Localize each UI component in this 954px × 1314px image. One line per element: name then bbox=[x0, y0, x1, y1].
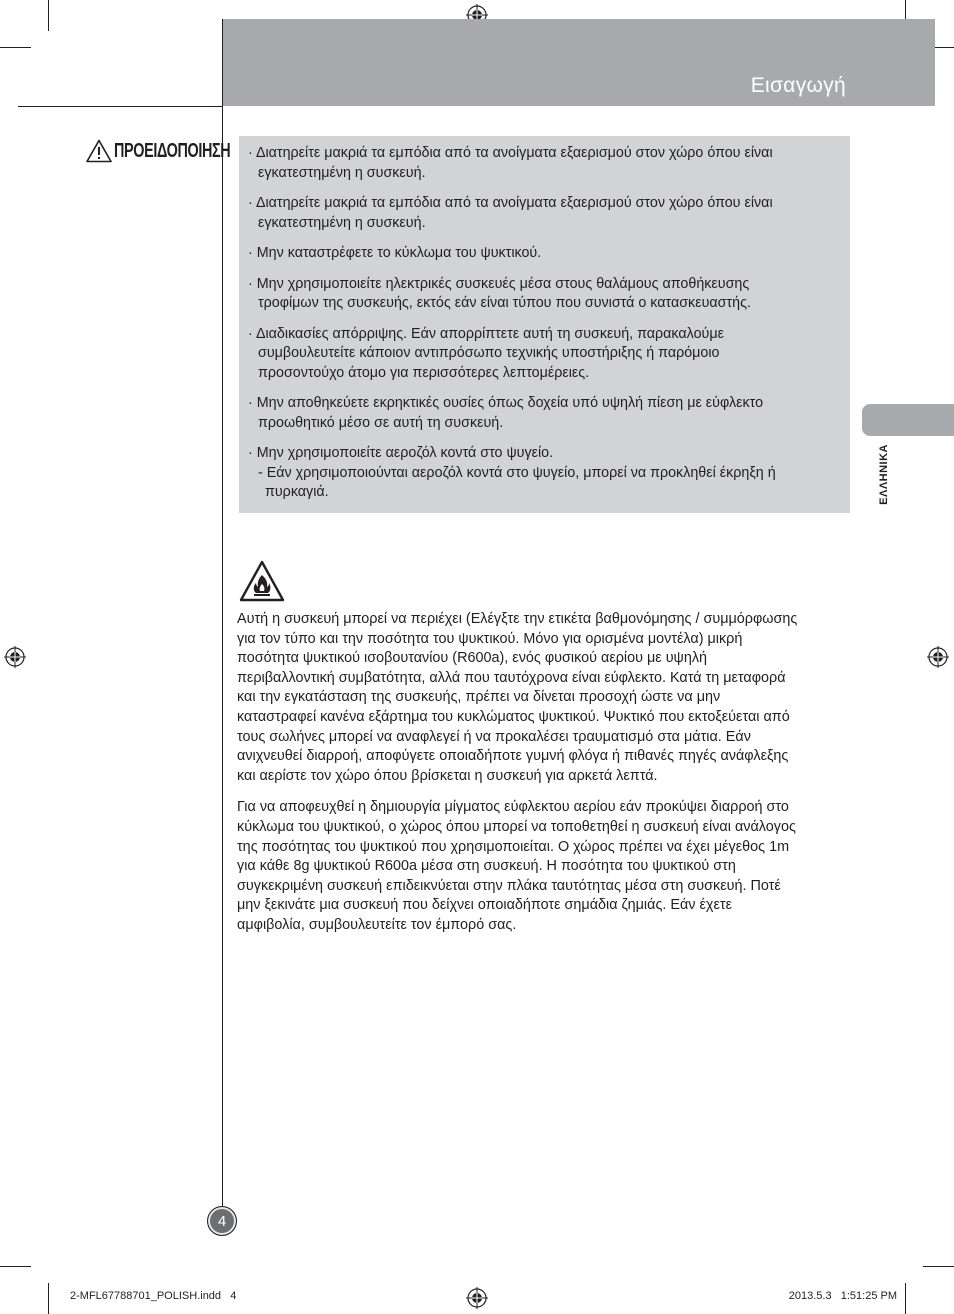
warning-item bbox=[248, 394, 838, 433]
text-line: συγκεκριμένη συσκευή επιδεικνύεται στην πλάκα ταυτότητας μέσα στη συσκευή. Ποτέ bbox=[237, 877, 781, 894]
crop-mark bbox=[0, 1266, 31, 1267]
warning-subitem-line: - Εάν χρησιμοποιούνται αεροζόλ κοντά στο ψυγείο, μπορεί να προκληθεί έκρηξη ή bbox=[258, 464, 776, 481]
warning-item-line: · Διατηρείτε μακριά τα εμπόδια από τα ανοίγματα εξαερισμού στον χώρο όπου είναι bbox=[248, 145, 773, 161]
text-line: Αυτή η συσκευή μπορεί να περιέχει (Ελέγξτε την ετικέτα βαθμονόμησης / συμμόρφωσης bbox=[237, 611, 798, 627]
footer-filename: 2-MFL67788701_POLISH.indd 4 bbox=[70, 1290, 237, 1302]
header-rule bbox=[18, 106, 222, 107]
crop-mark bbox=[0, 47, 31, 48]
registration-mark-icon bbox=[466, 1287, 488, 1309]
warning-item-line: · Μην χρησιμοποιείτε αεροζόλ κοντά στο ψυγείο. bbox=[248, 445, 554, 461]
warning-item-line: · Διαδικασίες απόρριψης. Εάν απορρίπτετε αυτή τη συσκευή, παρακαλούμε bbox=[248, 325, 724, 342]
warning-item-line: · Μην αποθηκεύετε εκρηκτικές ουσίες όπως δοχεία υπό υψηλή πίεση με εύφλεκτο bbox=[248, 395, 764, 411]
text-line: για κάθε 8g ψυκτικού R600a μέσα στη συσκευή. Η ποσότητα του ψυκτικού στη bbox=[237, 858, 736, 875]
registration-mark-icon bbox=[4, 646, 26, 668]
crop-mark bbox=[923, 1266, 954, 1267]
text-line: τους σωλήνες μπορεί να αναφλεγεί ή να προκαλέσει τραυματισμό στα μάτια. Εάν bbox=[237, 728, 751, 745]
warning-item bbox=[248, 325, 838, 384]
margin-rule bbox=[222, 19, 223, 1234]
text-line: κύκλωμα του ψυκτικού, ο χώρος όπου μπορεί να τοποθετηθεί η συσκευή είναι ανάλογος bbox=[237, 818, 796, 835]
crop-mark bbox=[905, 1283, 906, 1314]
warning-item bbox=[248, 144, 838, 183]
warning-subitem-line: πυρκαγιά. bbox=[265, 484, 329, 500]
paragraph bbox=[237, 610, 857, 786]
warning-item-line: εγκατεστημένη η συσκευή. bbox=[258, 164, 426, 181]
page-number: 4 bbox=[207, 1206, 237, 1236]
warning-item-line: προωθητικό μέσο σε αυτή τη συσκευή. bbox=[258, 414, 504, 431]
text-line: Για να αποφευχθεί η δημιουργία μίγματος εύφλεκτου αερίου εάν προκύψει διαρροή στο bbox=[237, 799, 789, 816]
crop-mark bbox=[48, 0, 49, 31]
text-line: μην ξεκινάτε μια συσκευή που δείχνει οποιαδήποτε σημάδια ζημιάς. Εάν έχετε bbox=[237, 897, 732, 914]
language-label: ΕΛΛΗΝΙΚΑ bbox=[878, 444, 890, 505]
flammable-warning-icon bbox=[239, 560, 285, 602]
text-line: ανιχνευθεί διαρροή, αποφύγετε οποιαδήποτε γυμνή φλόγα ή πιθανές πηγές ανάφλεξης bbox=[237, 748, 789, 765]
warning-box bbox=[239, 136, 850, 513]
text-line: για τον τύπο και την ποσότητα του ψυκτικού. Μόνο για ορισμένα μοντέλα) μικρή bbox=[237, 630, 743, 647]
warning-item-line: · Διατηρείτε μακριά τα εμπόδια από τα ανοίγματα εξαερισμού στον χώρο όπου είναι bbox=[248, 195, 773, 211]
warning-item-line: συμβουλευτείτε κάποιον αντιπρόσωπο τεχνικής υποστήριξης ή παρόμοιο bbox=[258, 345, 720, 361]
warning-item bbox=[248, 275, 838, 314]
text-line: ποσότητα ψυκτικού ισοβουτανίου (R600a), ενός φυσικού αερίου με υψηλή bbox=[237, 650, 708, 667]
footer-datetime: 2013.5.3 1:51:25 PM bbox=[788, 1290, 897, 1302]
warning-item-line: · Μην χρησιμοποιείτε ηλεκτρικές συσκευές μέσα στους θαλάμους αποθήκευσης bbox=[248, 275, 750, 292]
warning-item-line: προσοντούχο άτομο για περισσότερες λεπτομέρειες. bbox=[258, 364, 590, 381]
warning-triangle-icon bbox=[86, 139, 112, 163]
text-line: της ποσότητας του ψυκτικού που χρησιμοποιείται. Ο χώρος πρέπει να έχει μέγεθος 1m bbox=[237, 838, 790, 855]
text-line: περιβαλλοντική συμβατότητα, αλλά που ταυτόχρονα είναι εύφλεκτο. Κατά τη μεταφορά bbox=[237, 669, 786, 686]
warning-item bbox=[248, 194, 838, 233]
crop-mark bbox=[48, 1283, 49, 1314]
warning-item-line: εγκατεστημένη η συσκευή. bbox=[258, 214, 426, 231]
warning-item-line: · Μην καταστρέφετε το κύκλωμα του ψυκτικού. bbox=[248, 245, 542, 261]
paragraph bbox=[237, 798, 857, 935]
warning-label-text: ΠΡΟΕΙΔΟΠΟΙΗΣΗ bbox=[114, 139, 231, 162]
text-line: και την εγκατάσταση της συσκευής, πρέπει να δίνεται προσοχή ώστε να μην bbox=[237, 689, 721, 706]
language-tab bbox=[862, 404, 954, 436]
body-text bbox=[237, 610, 857, 948]
section-title: Εισαγωγή bbox=[750, 74, 846, 97]
text-line: καταστραφεί κανένα εξάρτημα του κυκλώματος ψυκτικού. Ψυκτικό που εκτοξεύεται από bbox=[237, 708, 790, 725]
text-line: αμφιβολία, συμβουλευτείτε τον έμπορό σας. bbox=[237, 916, 517, 933]
registration-mark-icon bbox=[927, 646, 949, 668]
warning-item-line: τροφίμων της συσκευής, εκτός εάν είναι τύπου που συνιστά ο κατασκευαστής. bbox=[258, 295, 751, 311]
warning-item bbox=[248, 444, 838, 503]
warning-item bbox=[248, 244, 838, 264]
text-line: και αερίστε τον χώρο όπου βρίσκεται η συσκευή για αρκετά λεπτά. bbox=[237, 767, 658, 784]
